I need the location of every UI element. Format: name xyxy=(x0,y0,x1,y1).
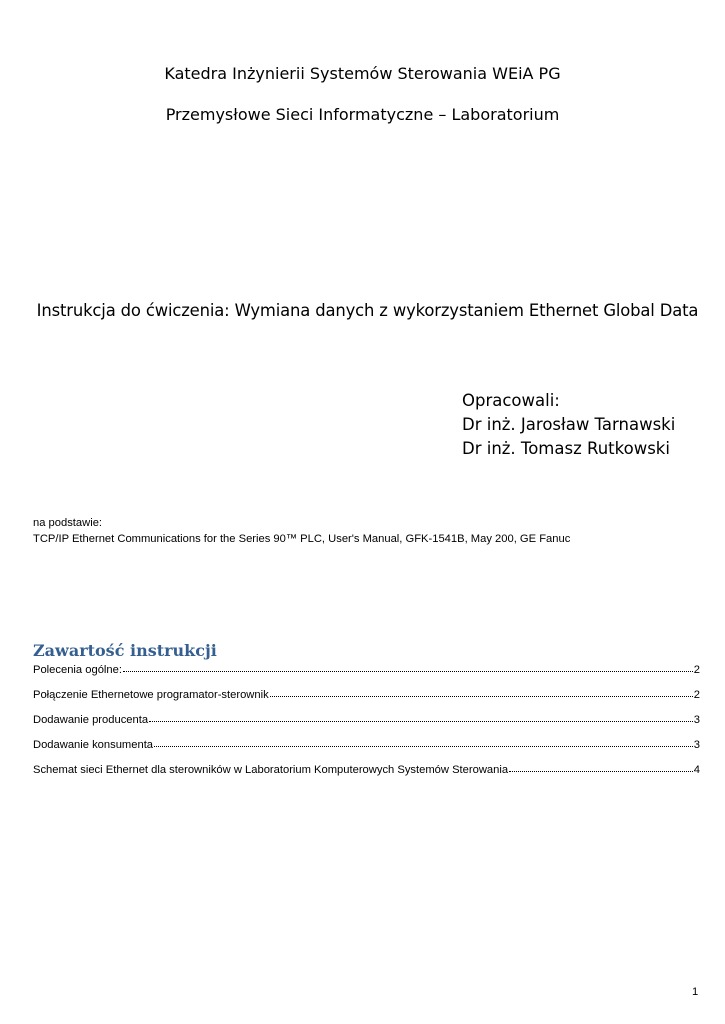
course-header: Przemysłowe Sieci Informatyczne – Laboratorium xyxy=(165,105,560,124)
page-number: 1 xyxy=(692,986,699,998)
authors-block xyxy=(462,389,675,461)
toc-entry-page: 2 xyxy=(693,689,700,701)
toc-entry-page: 2 xyxy=(693,664,700,676)
toc-leader-dots xyxy=(509,762,693,772)
toc-entry-label: Połączenie Ethernetowe programator-sterownik xyxy=(33,689,269,701)
toc-entry-label: Schemat sieci Ethernet dla sterowników w Laboratorium Komputerowych Systemów Sterowania xyxy=(33,764,509,776)
toc-entry[interactable] xyxy=(33,763,700,788)
toc-entry-label: Dodawanie producenta xyxy=(33,714,149,726)
toc-entry[interactable] xyxy=(33,663,700,688)
toc-entry-label: Polecenia ogólne: xyxy=(33,664,122,676)
toc-entry[interactable] xyxy=(33,738,700,763)
basis-label: na podstawie: xyxy=(33,517,103,529)
basis-reference: TCP/IP Ethernet Communications for the Series 90™ PLC, User's Manual, GFK-1541B, May 200, GE Fanuc xyxy=(33,533,571,545)
author-name: Dr inż. Jarosław Tarnawski xyxy=(462,415,676,434)
instruction-title: Instrukcja do ćwiczenia: Wymiana danych z wykorzystaniem Ethernet Global Data xyxy=(36,301,699,320)
toc-entry-page: 3 xyxy=(693,714,700,726)
table-of-contents xyxy=(33,663,700,788)
toc-heading: Zawartość instrukcji xyxy=(33,641,217,660)
authors-label: Opracowali: xyxy=(462,391,560,410)
toc-entry-page: 3 xyxy=(693,739,700,751)
basis-block xyxy=(33,515,570,547)
author-name: Dr inż. Tomasz Rutkowski xyxy=(462,439,670,458)
department-header: Katedra Inżynierii Systemów Sterowania WEiA PG xyxy=(164,64,561,83)
toc-entry[interactable] xyxy=(33,688,700,713)
toc-entry-label: Dodawanie konsumenta xyxy=(33,739,154,751)
toc-entry-page: 4 xyxy=(693,764,700,776)
toc-leader-dots xyxy=(149,712,693,722)
toc-leader-dots xyxy=(123,662,693,672)
toc-leader-dots xyxy=(270,687,693,697)
toc-entry[interactable] xyxy=(33,713,700,738)
toc-leader-dots xyxy=(154,737,693,747)
